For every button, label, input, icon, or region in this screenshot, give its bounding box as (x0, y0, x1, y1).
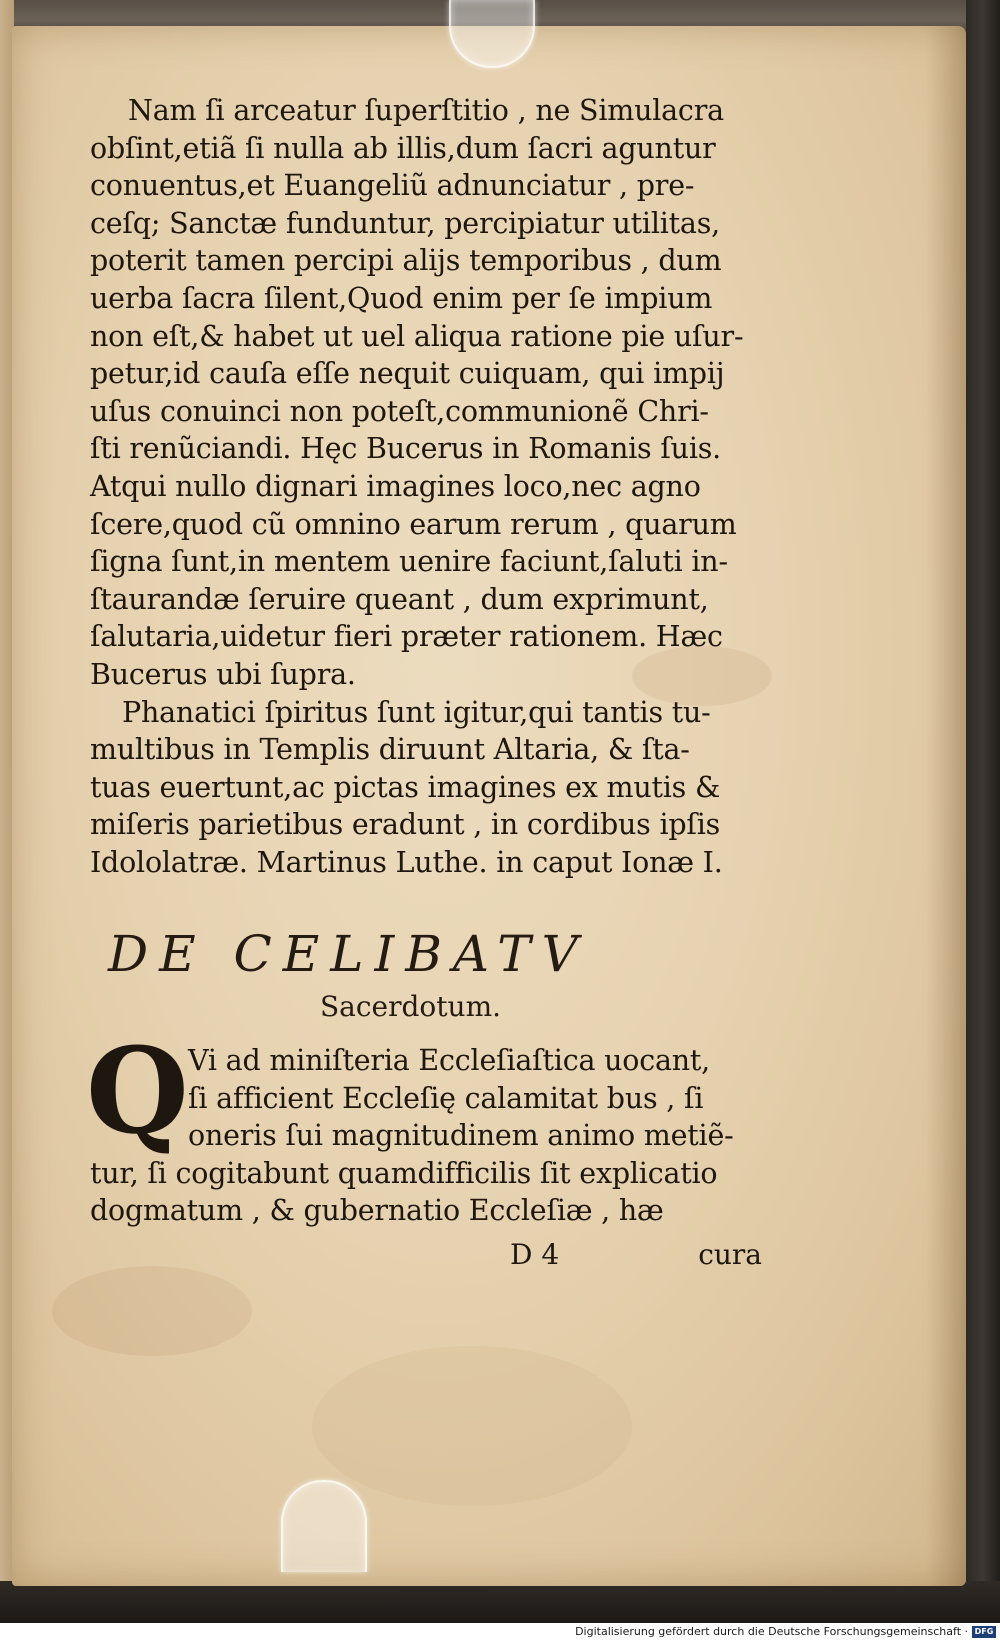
text-line: Nam ſi arceatur ſuperſtitio , ne Simulacra (128, 94, 724, 127)
text-line: uerba ſacra ſilent,Quod enim per ſe impium (90, 281, 713, 315)
catchword: cura (698, 1238, 762, 1271)
text-line: miſeris parietibus eradunt , in cordibus ipſis (90, 808, 721, 842)
text-line: oneris ſui magnitudinem animo metiẽ- (188, 1119, 734, 1153)
text-line: Vi ad miniſteria Eccleſiaſtica uocant, (188, 1044, 711, 1077)
text-line: ſigna ſunt,in mentem uenire faciunt,ſaluti in- (90, 545, 728, 579)
glass-clip-bottom (281, 1480, 367, 1572)
text-line: uſus conuinci non poteſt,communionẽ Chri- (90, 394, 709, 428)
section-heading: DE CELIBATV (108, 925, 589, 983)
text-line: petur,id cauſa eſſe nequit cuiquam, qui impij (90, 357, 725, 391)
credit-bar (0, 1623, 1000, 1641)
text-line: ſti renũciandi. Hęc Bucerus in Romanis ſuis. (90, 432, 722, 466)
credit-text: Digitalisierung gefördert durch die Deutsche Forschungsgemeinschaft · (575, 1625, 968, 1638)
text-line: tuas euertunt,ac pictas imagines ex mutis & (90, 770, 721, 804)
text-line: poterit tamen percipi alijs temporibus , dum (90, 244, 722, 278)
text-line: ſcere,quod cũ omnino earum rerum , quarum (90, 507, 737, 541)
page-footer (90, 1238, 762, 1278)
text-line: Phanatici ſpiritus ſunt igitur,qui tantis tu- (122, 695, 711, 729)
text-line: ſalutaria,uidetur fieri præter rationem. Hæc (90, 620, 723, 654)
text-line: dogmatum , & gubernatio Eccleſiæ , hæ (90, 1194, 664, 1228)
section-subheading: Sacerdotum. (320, 990, 502, 1023)
text-line: multibus in Templis diruunt Altaria, & ſta- (90, 733, 690, 767)
text-line: ceſq; Sanctæ funduntur, percipiatur utilitas, (90, 206, 720, 240)
dfg-logo-icon: DFG (972, 1626, 996, 1638)
text-line: ſi afficient Eccleſię calamitat bus , ſi (188, 1081, 704, 1115)
text-line: conuentus,et Euangeliũ adnunciatur , pre- (90, 169, 695, 203)
text-line: tur, ſi cogitabunt quamdifficilis ſit explicatio (90, 1156, 718, 1190)
text-line: Atqui nullo dignari imagines loco,nec agno (90, 469, 701, 503)
text-line: obſint,etiã ſi nulla ab illis,dum ſacri aguntur (90, 131, 716, 165)
scanner-background-right (966, 0, 1000, 1641)
paragraph-3 (90, 1042, 762, 1230)
text-line: Idololatræ. Martinus Luthe. in caput Ionæ I. (90, 845, 723, 879)
text-line: ſtaurandæ ſeruire queant , dum exprimunt, (90, 582, 709, 616)
text-line: non eſt,& habet ut uel aliqua ratione pie uſur- (90, 319, 744, 353)
signature-mark: D 4 (510, 1238, 560, 1271)
page-fold-shadow (926, 26, 966, 1586)
text-line: Bucerus ubi ſupra. (90, 657, 356, 691)
scanner-background-bottom (0, 1581, 1000, 1623)
drop-cap: Q (86, 1021, 189, 1160)
paragraph-1 (90, 92, 762, 881)
